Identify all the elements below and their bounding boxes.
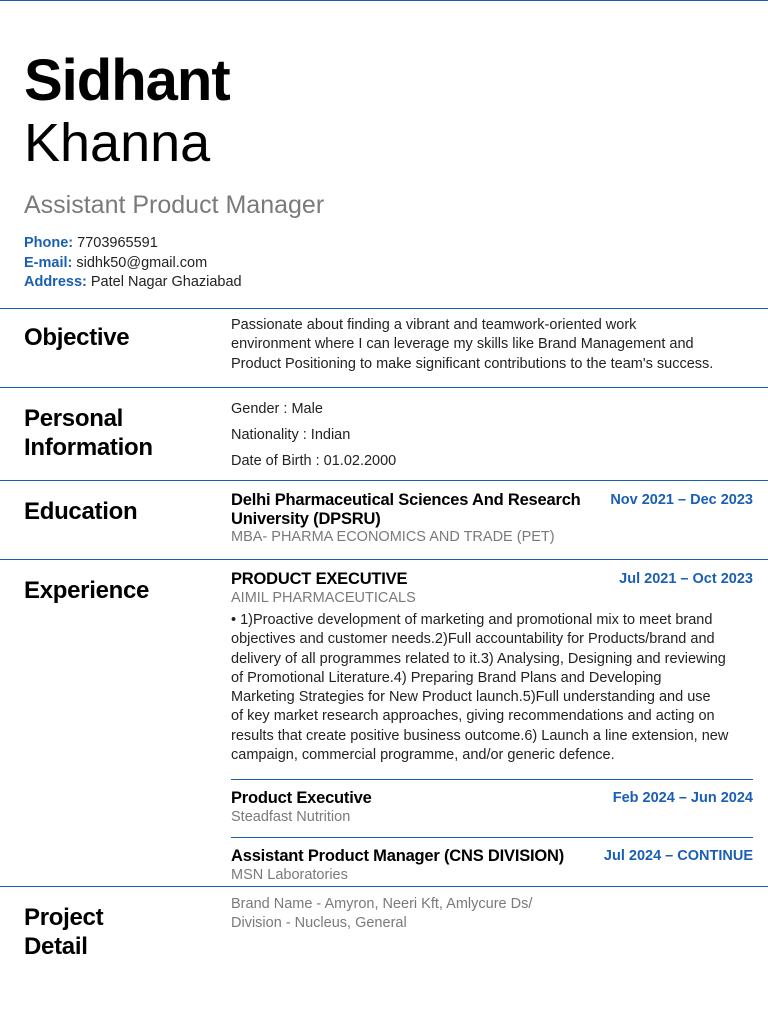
section-title bbox=[24, 903, 103, 961]
job-title: Assistant Product Manager bbox=[24, 191, 325, 219]
text-line: objectives and customer needs.2)Full accountability for Products/brand and bbox=[231, 631, 715, 648]
last-name: Khanna bbox=[24, 113, 211, 173]
position-title: PRODUCT EXECUTIVE bbox=[231, 570, 408, 588]
title-line: Detail bbox=[24, 933, 88, 960]
text-line: Division - Nucleus, General bbox=[231, 915, 407, 932]
section-title: Education bbox=[24, 498, 138, 525]
education-section bbox=[0, 480, 768, 560]
experience-entry bbox=[231, 789, 753, 826]
personal-item: Gender : Male bbox=[231, 401, 323, 417]
text-line: Passionate about finding a vibrant and teamwork-oriented work bbox=[231, 317, 637, 333]
objective-section bbox=[0, 308, 768, 388]
first-name: Sidhant bbox=[24, 48, 230, 113]
entry-header bbox=[231, 847, 753, 866]
position-title: Product Executive bbox=[231, 789, 372, 808]
date-range: Nov 2021 – Dec 2023 bbox=[610, 492, 753, 508]
title-line: Personal bbox=[24, 405, 123, 432]
personal-info-list bbox=[231, 396, 753, 474]
section-title: Experience bbox=[24, 577, 150, 604]
project-details bbox=[231, 895, 753, 934]
date-range: Feb 2024 – Jun 2024 bbox=[612, 790, 753, 807]
experience-entry bbox=[231, 570, 753, 765]
objective-text bbox=[231, 316, 753, 374]
job-description bbox=[231, 611, 753, 765]
text-line: of key market research approaches, giving recommendations and acting on bbox=[231, 708, 715, 725]
contact-list bbox=[24, 234, 744, 293]
project-section bbox=[0, 886, 768, 1007]
text-line: environment where I can leverage my skills like Brand Management and bbox=[231, 336, 694, 353]
date-range: Jul 2024 – CONTINUE bbox=[603, 848, 753, 865]
contact-label: Address: bbox=[24, 274, 87, 290]
education-entry bbox=[231, 491, 753, 546]
address-value: Patel Nagar Ghaziabad bbox=[90, 274, 242, 290]
text-line: Marketing Strategies for New Product launch.5)Full understanding and use bbox=[231, 689, 711, 706]
personal-item: Date of Birth : 01.02.2000 bbox=[231, 453, 397, 469]
personal-item: Nationality : Indian bbox=[231, 427, 351, 443]
contact-label: Phone: bbox=[24, 235, 74, 251]
degree: MBA- PHARMA ECONOMICS AND TRADE (PET) bbox=[231, 529, 555, 545]
section-title: Objective bbox=[24, 324, 130, 351]
text-line: • 1)Proactive development of marketing and promotional mix to meet brand bbox=[231, 612, 713, 628]
entry-divider bbox=[231, 779, 753, 780]
text-line: Product Positioning to make significant contributions to the team's success. bbox=[231, 355, 714, 372]
position-title: Assistant Product Manager (CNS DIVISION) bbox=[231, 847, 565, 866]
title-line: University (DPSRU) bbox=[231, 510, 381, 528]
company-name: AIMIL PHARMACEUTICALS bbox=[231, 590, 416, 606]
contact-email bbox=[24, 254, 744, 274]
phone-value: 7703965591 bbox=[77, 235, 158, 251]
contact-address bbox=[24, 273, 744, 293]
contact-phone bbox=[24, 234, 744, 254]
text-line: delivery of all programmes related to it.3) Analysing, Designing and reviewing bbox=[231, 650, 726, 667]
contact-label: E-mail: bbox=[24, 254, 73, 271]
text-line: results that create positive business outcome.6) Launch a line extension, new bbox=[231, 727, 729, 744]
company-name: Steadfast Nutrition bbox=[231, 809, 351, 826]
top-rule bbox=[0, 0, 768, 1]
email-value: sidhk50@gmail.com bbox=[76, 254, 208, 271]
resume-header bbox=[24, 48, 744, 293]
entry-divider bbox=[231, 837, 753, 838]
entry-header bbox=[231, 570, 753, 589]
personal-section bbox=[0, 387, 768, 481]
text-line: of Promotional Literature.4) Preparing Brand Plans and Developing bbox=[231, 669, 662, 686]
company-name: MSN Laboratories bbox=[231, 867, 348, 884]
date-range: Jul 2021 – Oct 2023 bbox=[619, 571, 753, 587]
experience-list bbox=[231, 570, 753, 884]
title-line: Information bbox=[24, 434, 153, 461]
entry-header bbox=[231, 789, 753, 808]
experience-entry bbox=[231, 847, 753, 884]
section-title bbox=[24, 404, 153, 462]
title-line: Project bbox=[24, 904, 104, 931]
entry-header bbox=[231, 491, 753, 529]
experience-section bbox=[0, 559, 768, 887]
title-line: Delhi Pharmaceutical Sciences And Research bbox=[231, 491, 581, 509]
text-line: Brand Name - Amyron, Neeri Kft, Amlycure Ds/ bbox=[231, 896, 533, 912]
text-line: campaign, commercial programme, and/or generic defence. bbox=[231, 747, 615, 764]
